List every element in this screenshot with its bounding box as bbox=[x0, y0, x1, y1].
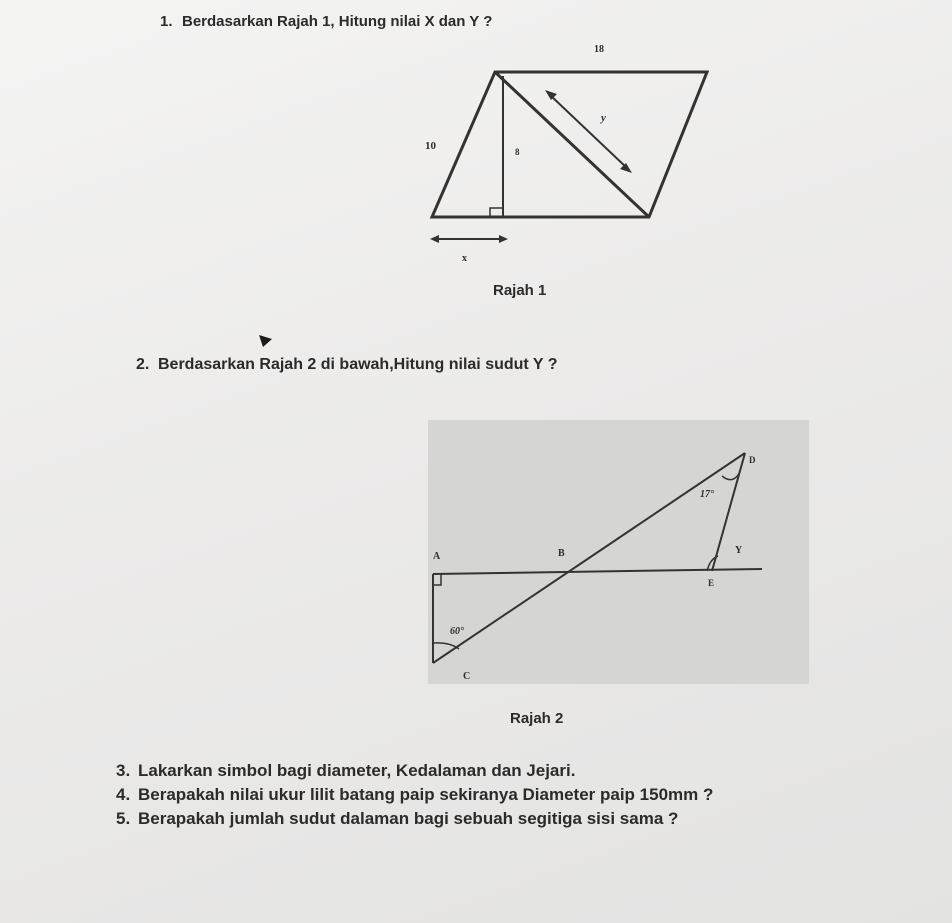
question-4-text: Berapakah nilai ukur lilit batang paip sekiranya Diameter paip 150mm ? bbox=[138, 785, 714, 804]
figure-1-diagram bbox=[425, 44, 707, 264]
label-y-angle: Y bbox=[735, 545, 743, 556]
figure-1-caption: Rajah 1 bbox=[493, 282, 547, 299]
question-4-number: 4. bbox=[116, 785, 131, 804]
label-10: 10 bbox=[425, 140, 436, 152]
question-3-number: 3. bbox=[116, 761, 131, 780]
question-1-text: Berdasarkan Rajah 1, Hitung nilai X dan Y ? bbox=[182, 13, 493, 30]
label-x: x bbox=[462, 253, 467, 264]
label-18: 18 bbox=[594, 44, 604, 55]
y-arrowhead-top bbox=[545, 90, 557, 100]
label-y: y bbox=[601, 112, 606, 124]
diagonal-line bbox=[495, 72, 649, 217]
question-2-number: 2. bbox=[136, 356, 150, 373]
cursor-marker bbox=[259, 335, 272, 347]
question-5-number: 5. bbox=[116, 809, 131, 828]
question-1-number: 1. bbox=[160, 13, 173, 30]
x-arrowhead-left bbox=[430, 235, 439, 243]
label-d: D bbox=[749, 455, 756, 465]
parallelogram bbox=[432, 72, 707, 217]
question-4 bbox=[116, 785, 713, 805]
x-arrowhead-right bbox=[499, 235, 508, 243]
question-5 bbox=[116, 809, 678, 829]
label-e: E bbox=[708, 578, 715, 588]
label-c: C bbox=[463, 671, 471, 682]
y-dimension-line bbox=[550, 95, 627, 168]
label-angle-60: 60° bbox=[450, 626, 464, 637]
figure-2-diagram bbox=[428, 420, 809, 684]
label-angle-17: 17° bbox=[700, 489, 714, 500]
y-arrowhead-bottom bbox=[620, 163, 632, 173]
question-3-text: Lakarkan simbol bagi diameter, Kedalaman dan Jejari. bbox=[138, 761, 576, 780]
question-2-text: Berdasarkan Rajah 2 di bawah,Hitung nilai sudut Y ? bbox=[158, 356, 558, 373]
figure-2-caption: Rajah 2 bbox=[510, 710, 564, 727]
question-5-text: Berapakah jumlah sudut dalaman bagi sebuah segitiga sisi sama ? bbox=[138, 809, 679, 828]
label-a: A bbox=[433, 551, 441, 562]
label-b: B bbox=[558, 548, 565, 559]
question-3 bbox=[116, 761, 575, 781]
question-2 bbox=[136, 356, 558, 374]
label-8: 8 bbox=[515, 147, 520, 157]
